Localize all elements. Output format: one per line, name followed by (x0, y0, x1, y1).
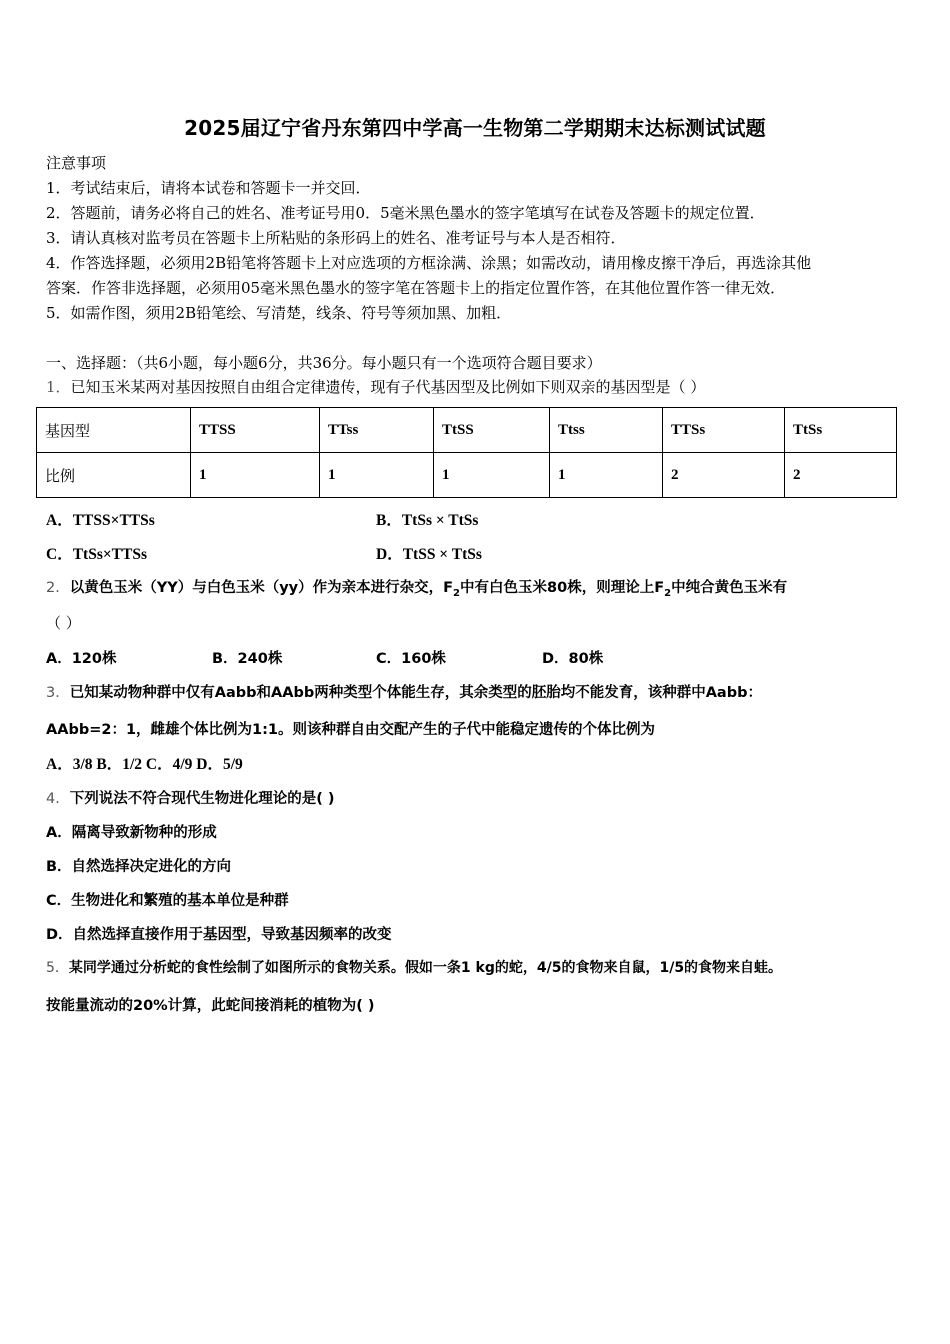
table-cell: TtSs (785, 408, 897, 453)
table-cell: 1 (550, 453, 663, 498)
question-number: 5． (46, 960, 69, 976)
table-cell: TTSs (663, 408, 785, 453)
option-c: C．160株 (376, 651, 446, 667)
table-cell: 1 (191, 453, 320, 498)
page-title: 2025届辽宁省丹东第四中学高一生物第二学期期末达标测试试题 (184, 116, 766, 140)
option-c: C．TtSs×TTSs (46, 546, 148, 563)
option-a: A．120株 (46, 651, 117, 667)
option-b: B．TtSs × TtSs (376, 512, 479, 529)
question-2 (46, 576, 787, 599)
question-number: 2． (46, 580, 70, 596)
notice-item: 答案．作答非选择题，必须用05毫米黑色墨水的签字笔在答题卡上的指定位置作答，在其他位置作答一律无效． (46, 279, 786, 297)
question-text: 已知某动物种群中仅有Aabb和AAbb两种类型个体能生存，其余类型的胚胎均不能发育，该种群中Aabb： (69, 685, 762, 701)
subscript: 2 (664, 587, 672, 599)
notice-item: 5．如需作图，须用2B铅笔绘、写清楚，线条、符号等须加黑、加粗． (46, 304, 512, 322)
option-b: B．240株 (212, 651, 283, 667)
question-text: 已知玉米某两对基因按照自由组合定律遗传，现有子代基因型及比例如下则双亲的基因型是（ ） (70, 378, 706, 396)
question-5-line2: 按能量流动的20%计算，此蛇间接消耗的植物为( ) (46, 998, 375, 1014)
notice-item: 4．作答选择题，必须用2B铅笔将答题卡上对应选项的方框涂满、涂黑；如需改动，请用橡皮擦干净后，再选涂其他 (46, 254, 812, 272)
notice-item: 2．答题前，请务必将自己的姓名、准考证号用0．5毫米黑色墨水的签字笔填写在试卷及答题卡的规定位置． (46, 204, 765, 222)
table-cell: 基因型 (37, 408, 191, 453)
section-heading: 一、选择题：（共6小题，每小题6分，共36分。每小题只有一个选项符合题目要求） (46, 354, 602, 372)
option-b: B．自然选择决定进化的方向 (46, 859, 232, 875)
question-3 (46, 681, 762, 702)
question-text: 下列说法不符合现代生物进化理论的是( ) (69, 791, 335, 807)
question-4 (46, 787, 335, 808)
table-cell: 1 (320, 453, 434, 498)
genotype-table (36, 407, 897, 498)
table-cell: TtSS (434, 408, 550, 453)
question-text: 中纯合黄色玉米有 (671, 580, 788, 596)
question-text: 中有白色玉米80株，则理论上F (460, 580, 665, 596)
table-cell: 2 (663, 453, 785, 498)
question-number: 4． (46, 791, 70, 807)
question-1 (46, 376, 705, 397)
table-cell: 2 (785, 453, 897, 498)
option-d: D．自然选择直接作用于基因型，导致基因频率的改变 (46, 927, 392, 943)
question-text: 某同学通过分析蛇的食性绘制了如图所示的食物关系。假如一条1 kg的蛇，4/5的食物来自鼠，1/5的食物来自蛙。 (68, 960, 783, 976)
table-cell: 比例 (37, 453, 191, 498)
table-cell: TTss (320, 408, 434, 453)
table-row (37, 453, 897, 498)
question-number: 1． (46, 378, 71, 396)
table-cell: 1 (434, 453, 550, 498)
notice-item: 1．考试结束后，请将本试卷和答题卡一并交回． (46, 179, 371, 197)
question-3-options: A．3/8 B．1/2 C．4/9 D．5/9 (46, 756, 243, 773)
table-row (37, 408, 897, 453)
option-d: D．80株 (542, 651, 604, 667)
option-a: A．隔离导致新物种的形成 (46, 825, 217, 841)
subscript: 2 (453, 587, 461, 599)
option-c: C．生物进化和繁殖的基本单位是种群 (46, 893, 289, 909)
table-cell: TTSS (191, 408, 320, 453)
question-3-line2: AAbb=2：1，雌雄个体比例为1:1。则该种群自由交配产生的子代中能稳定遗传的个体比例为 (46, 722, 656, 738)
question-text: 以黄色玉米（YY）与白色玉米（yy）作为亲本进行杂交，F (69, 580, 454, 596)
notice-item: 3．请认真核对监考员在答题卡上所粘贴的条形码上的姓名、准考证号与本人是否相符． (46, 229, 626, 247)
question-number: 3． (46, 685, 70, 701)
question-5 (46, 957, 782, 977)
notice-heading: 注意事项 (46, 154, 107, 172)
option-a: A．TTSS×TTSs (46, 512, 155, 529)
option-d: D．TtSS × TtSs (376, 546, 482, 563)
question-2-bracket: （ ） (46, 614, 81, 632)
table-cell: Ttss (550, 408, 663, 453)
